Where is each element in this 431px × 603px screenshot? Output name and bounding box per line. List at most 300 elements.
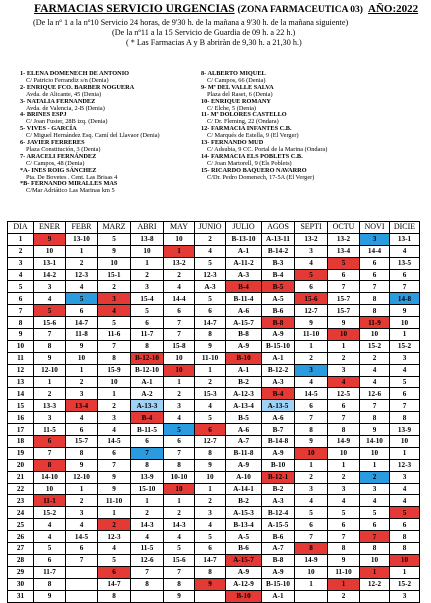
pharmacies-ab-note: ( * Las Farmacias A y B abriràn de 9,30 h. a 21,30 h.) [126,38,302,47]
day-cell: 9 [8,329,34,341]
duty-cell: 4 [66,412,98,424]
table-row [8,281,420,293]
day-cell: 16 [8,412,34,424]
pharmacy-address: C/ Joan Fuster, 28B izq. (Denia) [26,118,108,126]
duty-cell: A-12-3 [226,388,262,400]
duty-cell: A-5 [262,293,295,305]
duty-cell: 2 [328,471,360,483]
duty-cell: 13-10 [66,233,98,245]
duty-cell: 13-8 [131,233,164,245]
service-24h-note: (De la nº 1 a la nº10 Servicio 24 horas, de 9'30 h. de la mañana a 9'30 h. de la mañana siguiente) [33,18,349,27]
duty-cell: B-13-4 [226,519,262,531]
duty-cell: 11-10 [98,495,131,507]
duty-cell: B-12-2 [262,364,295,376]
duty-cell: 8 [328,543,360,555]
duty-cell [66,566,98,578]
duty-cell: 5 [98,317,131,329]
day-cell: 12 [8,364,34,376]
duty-cell: A-9 [262,566,295,578]
duty-cell: 3 [295,483,328,495]
duty-cell: 3 [390,352,420,364]
duty-cell: 8 [295,424,328,436]
duty-cell: 1 [295,340,328,352]
duty-cell [131,590,164,602]
duty-cell: B-5 [262,281,295,293]
duty-cell: B-4 [131,412,164,424]
duty-cell: B-12-4 [262,507,295,519]
duty-cell: 13-5 [390,257,420,269]
pharmacy-name: 11- Mª DOLORES CASTELLO [201,111,287,119]
duty-cell: A-3 [262,376,295,388]
duty-cell: 15-7 [328,293,360,305]
duty-cell: 2 [328,352,360,364]
duty-cell: A-3 [226,269,262,281]
duty-cell: 14-7 [98,578,131,590]
duty-cell: 4 [390,245,420,257]
duty-cell: 5 [195,531,226,543]
duty-cell: 3 [328,364,360,376]
duty-cell: 14-3 [164,519,195,531]
duty-cell: 12-5 [328,388,360,400]
duty-cell: 11-10 [328,566,360,578]
duty-cell: 6 [195,543,226,555]
duty-cell: A-15-5 [262,519,295,531]
pharmacy-name: 14- FARMACIA ELS POBLETS C.B. [201,152,303,160]
pharmacy-name: 12- FARMACIA INFANTES C.B. [201,125,292,133]
duty-cell: B-6 [226,543,262,555]
duty-cell: 10 [360,554,390,566]
duty-cell: A-9 [262,329,295,341]
duty-cell: A-1 [262,590,295,602]
duty-cell: B-11-4 [226,293,262,305]
duty-cell: 5 [360,507,390,519]
duty-cell: 5 [164,543,195,555]
duty-cell: 8 [360,543,390,555]
duty-cell: 14-9 [295,554,328,566]
duty-cell: 7 [360,281,390,293]
duty-cell: 10 [360,329,390,341]
duty-cell: 3 [66,507,98,519]
duty-cell: 8 [360,293,390,305]
column-header: MAY [164,222,195,234]
duty-cell: 1 [164,376,195,388]
table-row [8,554,420,566]
duty-cell: 6 [195,305,226,317]
duty-cell: 4 [34,531,66,543]
duty-cell [66,590,98,602]
duty-cell: 11-10 [295,329,328,341]
table-row [8,471,420,483]
duty-cell: 7 [360,531,390,543]
pharmacy-name: *A- INES ROIG SÁNCHEZ [20,166,97,174]
duty-cell: 2 [164,388,195,400]
column-header: DICIE [390,222,420,234]
duty-cell: 13-3 [34,400,66,412]
day-cell: 6 [8,293,34,305]
duty-cell: 3 [131,281,164,293]
duty-cell: 9 [98,483,131,495]
duty-cell: 1 [66,245,98,257]
duty-cell: B-12-10 [131,364,164,376]
pharmacy-name: 13- FERNANDO MUD [201,139,264,146]
duty-cell: 13-2 [328,233,360,245]
pharmacy-name: 8- ALBERTO MIQUEL [201,70,266,77]
duty-cell: 9 [34,352,66,364]
pharmacy-name: 3- NATALIA FERNANDEZ [20,97,96,105]
duty-cell: 12-2 [360,578,390,590]
duty-cell: 10 [164,483,195,495]
duty-cell: 15-6 [34,317,66,329]
duty-cell: 10 [98,376,131,388]
duty-cell: 8 [195,566,226,578]
pharmacy-address: C/ Joan Martorell, 9 (Els Poblets) [207,159,292,167]
duty-cell: 7 [295,531,328,543]
pharmacy-address: C/ Marqués de Estella, 9 (El Verger) [207,132,299,140]
duty-cell: 1 [328,340,360,352]
duty-cell: B-5 [226,412,262,424]
duty-cell: 7 [390,281,420,293]
duty-cell: B-12-1 [262,471,295,483]
duty-cell: A-15-7 [226,554,262,566]
duty-cell: 8 [131,459,164,471]
day-cell: 14 [8,388,34,400]
duty-cell: 5 [34,305,66,317]
day-cell: 2 [8,245,34,257]
duty-cell: 14-7 [195,554,226,566]
day-cell: 23 [8,495,34,507]
column-header: ENER [34,222,66,234]
duty-cell: 6 [66,543,98,555]
table-header-row [8,222,420,234]
table-row [8,590,420,602]
duty-cell: 10 [360,447,390,459]
pharmacy-address: C/Dr. Pedro Domenech, 17-5A (El Verger) [207,173,315,181]
duty-cell: 2 [164,507,195,519]
duty-cell: 9 [98,245,131,257]
duty-cell: 13-1 [34,257,66,269]
title-text: FARMACIAS SERVICIO URGENCIAS [34,3,235,15]
duty-cell: B-10 [262,459,295,471]
duty-cell: 15-7 [328,305,360,317]
table-row [8,388,420,400]
table-row [8,412,420,424]
duty-cell: 2 [66,376,98,388]
duty-cell: 3 [34,281,66,293]
duty-cell: 8 [360,305,390,317]
duty-cell: 12-6 [360,388,390,400]
duty-cell: 1 [98,388,131,400]
table-row [8,340,420,352]
duty-cell: 9 [360,424,390,436]
duty-cell: 4 [195,519,226,531]
duty-cell: 4 [328,376,360,388]
duty-cell: 6 [131,436,164,448]
duty-cell: A-9 [226,340,262,352]
day-cell: 15 [8,400,34,412]
duty-cell: A-14-1 [226,483,262,495]
duty-cell: 2 [295,352,328,364]
duty-cell: 11-7 [131,329,164,341]
duty-cell: 4 [360,495,390,507]
column-header: MARZ [98,222,131,234]
day-cell: 5 [8,281,34,293]
duty-cell: 15-9 [98,364,131,376]
duty-cell: 5 [98,554,131,566]
duty-cell: B-15-10 [262,578,295,590]
duty-cell: B-14-8 [262,436,295,448]
duty-cell: 3 [390,471,420,483]
duty-cell: 4 [390,364,420,376]
day-cell: 30 [8,578,34,590]
duty-cell: 2 [34,388,66,400]
duty-cell: 6 [360,257,390,269]
duty-cell: 2 [360,471,390,483]
duty-cell: B-7 [262,424,295,436]
day-cell: 11 [8,352,34,364]
service-guard-note: (De la nº11 a la 15 Servicio de Guardia de 09 h. a 22 h.) [112,28,296,37]
pharmacy-address: Avda. de Valencia, 2-B (Denia) [26,104,105,112]
day-cell: 4 [8,269,34,281]
duty-cell: 12-7 [195,436,226,448]
duty-cell: 1 [164,245,195,257]
duty-cell: 1 [360,566,390,578]
duty-cell: 7 [164,566,195,578]
pharmacy-name: 5- VIVES - GARCÍA [20,125,77,133]
duty-cell: A-11-2 [226,257,262,269]
day-cell: 24 [8,507,34,519]
duty-cell: 13-4 [328,245,360,257]
duty-cell: 5 [98,233,131,245]
duty-cell: 7 [164,447,195,459]
duty-cell: 15-10 [131,483,164,495]
duty-cell: 9 [34,233,66,245]
duty-cell: A-2 [131,388,164,400]
duty-cell: 10 [164,352,195,364]
duty-cell: 5 [34,543,66,555]
duty-cell: 5 [390,507,420,519]
duty-cell: 6 [328,400,360,412]
duty-cell: 5 [195,257,226,269]
duty-cell: A-15-7 [226,317,262,329]
duty-cell [360,590,390,602]
day-cell: 25 [8,519,34,531]
day-cell: 19 [8,447,34,459]
duty-cell: 1 [295,459,328,471]
duty-cell: B-2 [262,483,295,495]
duty-cell: 7 [328,531,360,543]
duty-cell: 3 [328,483,360,495]
duty-cell: 2 [131,507,164,519]
table-row [8,245,420,257]
duty-cell: 1 [131,257,164,269]
duty-cell: 14-4 [164,293,195,305]
pharmacy-name: 2- ENRIQUE FCO. BARBER NOGUERA [20,83,135,91]
column-header: SEPTI [295,222,328,234]
duty-cell: 12-10 [66,471,98,483]
duty-cell: 6 [34,436,66,448]
duty-cell: 15-2 [34,507,66,519]
table-row [8,543,420,555]
duty-cell: 14-4 [360,245,390,257]
duty-cell: 6 [360,519,390,531]
duty-cell: 7 [34,447,66,459]
duty-cell: 10 [34,245,66,257]
table-row [8,269,420,281]
duty-cell: 4 [390,495,420,507]
column-header: FEBR [66,222,98,234]
duty-cell: 8 [295,543,328,555]
duty-cell: 9 [328,554,360,566]
column-header: NOVI [360,222,390,234]
duty-cell: 7 [295,412,328,424]
duty-cell: 9 [328,317,360,329]
duty-cell: 4 [164,281,195,293]
duty-cell: 4 [66,281,98,293]
duty-cell: 4 [131,531,164,543]
duty-cell: 10 [390,436,420,448]
pharmacy-address: C/ Miguel Hernández Esq. Camí del Llavaor (Denia) [26,132,160,140]
day-cell: 7 [8,305,34,317]
table-row [8,352,420,364]
duty-cell: 5 [195,412,226,424]
duty-cell: 3 [390,590,420,602]
day-cell: 18 [8,436,34,448]
duty-cell: 8 [98,590,131,602]
duty-cell: 11-10 [195,352,226,364]
table-row [8,305,420,317]
column-header: DIA [8,222,34,234]
duty-cell: A-7 [226,436,262,448]
duty-cell: 12-3 [390,459,420,471]
duty-cell: A-6 [262,412,295,424]
table-row [8,436,420,448]
day-cell: 3 [8,257,34,269]
duty-cell: 3 [195,507,226,519]
duty-cell: 1 [34,376,66,388]
duty-cell: B-2 [226,376,262,388]
duty-cell: 3 [164,400,195,412]
day-cell: 22 [8,483,34,495]
duty-cell: 8 [328,424,360,436]
duty-cell: 5 [131,305,164,317]
duty-cell: 2 [295,471,328,483]
duty-cell: 7 [360,400,390,412]
duty-cell: B-4 [262,269,295,281]
duty-cell: 11-7 [34,566,66,578]
duty-cell: 4 [98,543,131,555]
duty-cell: 13-1 [390,233,420,245]
duty-cell: 10 [295,447,328,459]
duty-cell: A-3 [262,495,295,507]
duty-cell: A-1 [226,245,262,257]
duty-cell: 6 [390,269,420,281]
duty-cell: 2 [131,269,164,281]
duty-cell: 3 [66,388,98,400]
duty-cell: 6 [164,305,195,317]
duty-cell: 9 [195,340,226,352]
duty-cell: 10-10 [164,471,195,483]
duty-cell: A-6 [226,424,262,436]
duty-cell: 7 [34,329,66,341]
duty-cell: 1 [390,329,420,341]
duty-cell: 15-8 [164,340,195,352]
duty-cell: 12-7 [295,305,328,317]
duty-cell: 8 [360,412,390,424]
document-title [34,3,419,15]
duty-cell: 2 [66,257,98,269]
duty-cell: 14-7 [195,317,226,329]
duty-cell: 10 [295,566,328,578]
duty-cell: 4 [164,412,195,424]
table-row [8,495,420,507]
duty-cell: A-1 [226,364,262,376]
pharmacy-address: C/ Dr. Fleming, 22 (Ondara) [207,118,279,126]
table-row [8,233,420,245]
pharmacy-address: C/ Campos, 48 (Denia) [26,159,85,167]
duty-cell: 10 [195,471,226,483]
duty-cell: B-6 [262,531,295,543]
duty-cell: 5 [295,507,328,519]
pharmacy-name: 9- Mª DEL VALLE SALVA [201,83,274,91]
duty-cell: 7 [328,281,360,293]
duty-cell: 9 [195,459,226,471]
duty-cell: 8 [34,578,66,590]
pharmacy-name: 6- JAVIER FERRERES [20,139,85,146]
duty-cell: 3 [98,293,131,305]
duty-cell: 1 [360,459,390,471]
duty-cell: 14-3 [131,519,164,531]
duty-cell: B-4 [226,281,262,293]
duty-cell: 4 [328,495,360,507]
duty-cell: 13-9 [390,424,420,436]
duty-cell: 10 [390,554,420,566]
table-row [8,257,420,269]
duty-cell: 7 [98,340,131,352]
duty-cell: 11-1 [34,495,66,507]
duty-cell: 7 [390,400,420,412]
duty-cell: A-1 [131,376,164,388]
pharmacy-address: Plaza Constitución, 3 (Denia) [26,145,101,153]
day-cell: 13 [8,376,34,388]
duty-cell: A-7 [262,543,295,555]
day-cell: 10 [8,340,34,352]
duty-cell: A-15-3 [226,507,262,519]
duty-cell: 1 [390,447,420,459]
duty-cell: A-13-3 [131,400,164,412]
duty-cell [66,578,98,590]
duty-cell: 1 [328,459,360,471]
duty-cell: 11-6 [98,329,131,341]
pharmacy-address: C/Mar Adriático Las Marinas km 5 [26,187,115,195]
duty-cell: 7 [66,554,98,566]
duty-cell: 2 [360,352,390,364]
pharmacy-name: *B- FERNANDO MIRALLES MAS [20,180,118,188]
duty-cell: 5 [164,424,195,436]
duty-cell: 1 [295,578,328,590]
duty-cell: 6 [98,566,131,578]
duty-cell: 15-6 [295,293,328,305]
duty-cell: A-5 [226,531,262,543]
duty-cell: A-13-4 [226,400,262,412]
table-row [8,447,420,459]
day-cell: 29 [8,566,34,578]
duty-cell: A-13-5 [262,400,295,412]
duty-cell: 14-9 [328,436,360,448]
duty-cell: B-8 [262,554,295,566]
duty-cell: 8 [34,340,66,352]
duty-cell: 15-3 [195,388,226,400]
duty-cell: 13-2 [164,257,195,269]
